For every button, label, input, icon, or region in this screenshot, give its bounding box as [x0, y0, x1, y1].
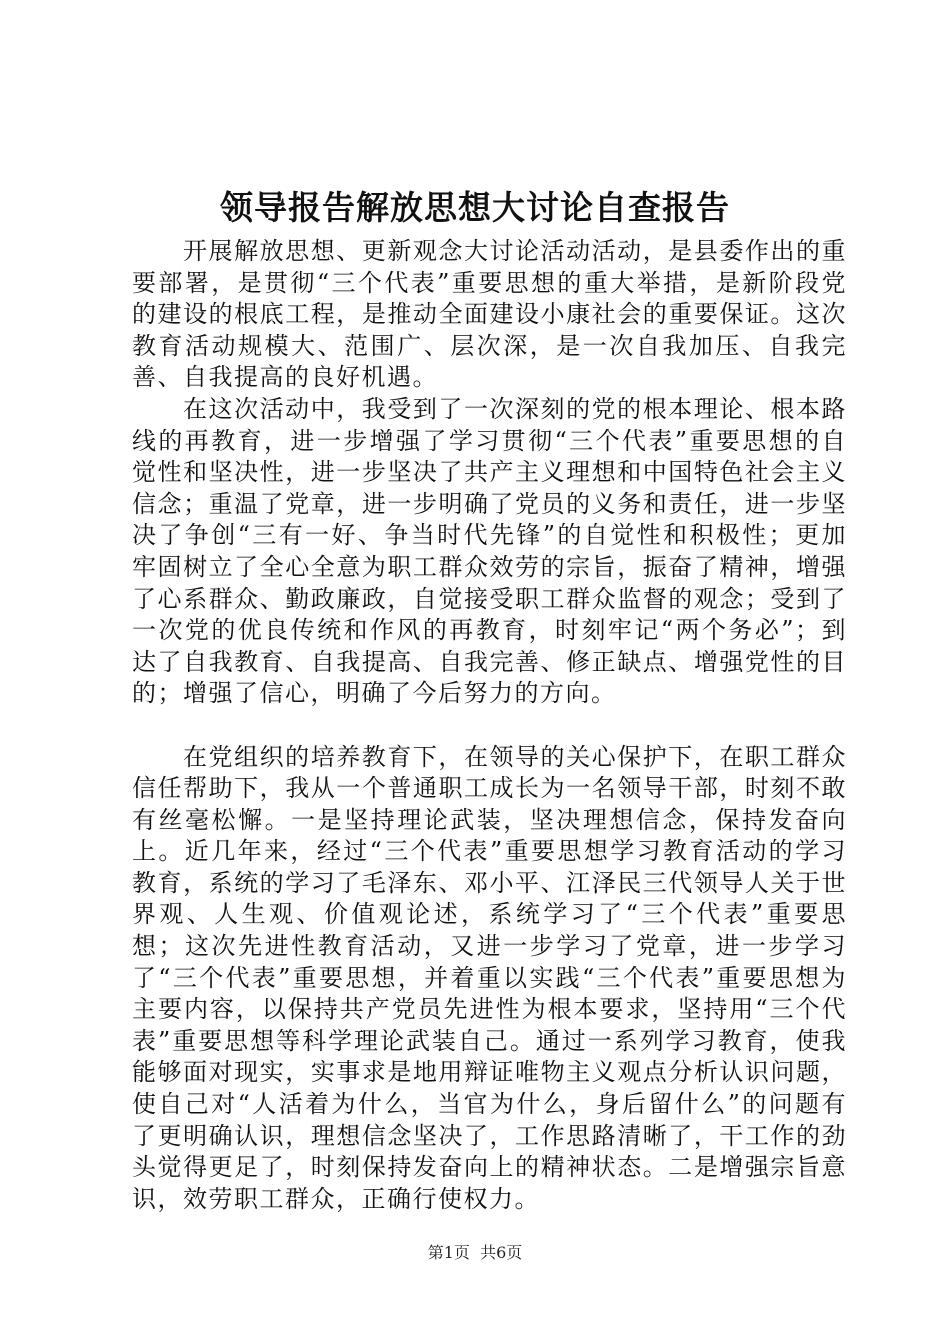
paragraph-growth: 在党组织的培养教育下，在领导的关心保护下，在职工群众信任帮助下，我从一个普通职工成长为一名领导干部，时刻不敢有丝毫松懈。一是坚持理论武装，坚决理想信念，保持发奋向上。近几年来，经过“三个代表”重要思想学习教育活动的学习教育，系统的学习了毛泽东、邓小平、江泽民三代领导人关于世界观、人生观、价值观论述，系统学习了“三个代表”重要思想；这次先进性教育活动，又进一步学习了党章，进一步学习了“三个代表”重要思想，并着重以实践“三个代表”重要思想为主要内容，以保持共产党员先进性为根本要求，坚持用“三个代表”重要思想等科学理论武装自己。通过一系列学习教育，使我能够面对现实，实事求是地用辩证唯物主义观点分析认识问题，使自己对“人活着为什么，当官为什么，身后留什么”的问题有了更明确认识，理想信念坚决了，工作思路清晰了，干工作的劲头觉得更足了，时刻保持发奋向上的精神状态。二是增强宗旨意识，效劳职工群众，正确行使权力。 — [132, 742, 847, 1213]
page-total: 共6页 — [480, 1243, 523, 1262]
paragraph-intro: 开展解放思想、更新观念大讨论活动活动，是县委作出的重要部署，是贯彻“三个代表”重要思想的重大举措，是新阶段党的建设的根底工程，是推动全面建设小康社会的重要保证。这次教育活动规模大、范围广、层次深，是一次自我加压、自我完善、自我提高的良好机遇。 — [132, 237, 847, 392]
document-title: 领导报告解放思想大讨论自查报告 — [220, 188, 730, 227]
page-footer — [0, 1242, 950, 1264]
document-body — [132, 236, 847, 1215]
page-number: 第1页 — [427, 1243, 470, 1262]
paragraph-activity: 在这次活动中，我受到了一次深刻的党的根本理论、根本路线的再教育，进一步增强了学习贯彻“三个代表”重要思想的自觉性和坚决性，进一步坚决了共产主义理想和中国特色社会主义信念；重温了党章，进一步明确了党员的义务和责任，进一步坚决了争创“三有一好、争当时代先锋”的自觉性和积极性；更加牢固树立了全心全意为职工群众效劳的宗旨，振奋了精神，增强了心系群众、勤政廉政，自觉接受职工群众监督的观念；受到了一次党的优良传统和作风的再教育，时刻牢记“两个务必”；到达了自我教育、自我提高、自我完善、修正缺点、增强党性的目的；增强了信心，明确了今后努力的方向。 — [132, 394, 847, 708]
